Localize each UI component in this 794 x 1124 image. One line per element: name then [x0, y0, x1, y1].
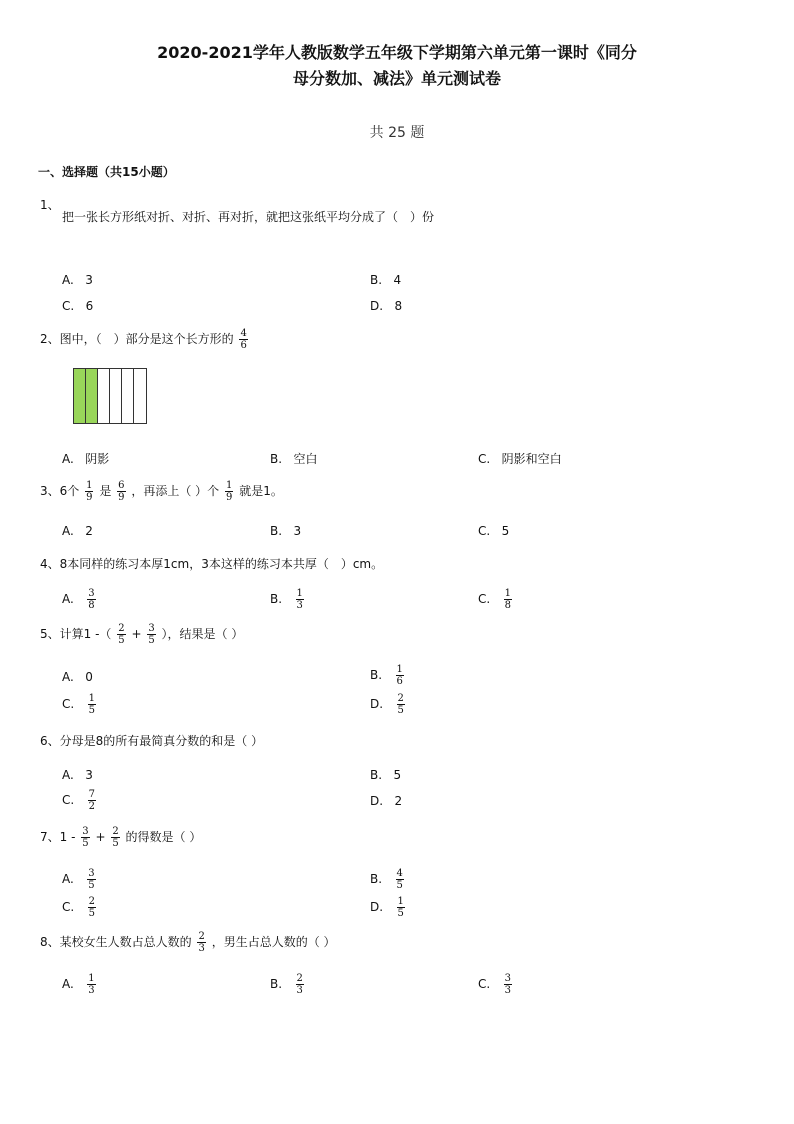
- denominator: 5: [396, 880, 403, 891]
- text-part: 就是1。: [239, 484, 283, 498]
- option-label: C.: [62, 900, 75, 914]
- option-label: D.: [370, 299, 384, 313]
- doc-title-line2: 母分数加、减法》单元测试卷: [292, 69, 501, 88]
- denominator: 6: [240, 340, 247, 351]
- q8-option-b: [270, 973, 306, 996]
- numerator: 1: [88, 693, 96, 704]
- option-label: B.: [370, 768, 383, 782]
- option-value: 3: [85, 273, 93, 287]
- numerator: 7: [88, 789, 96, 800]
- q7-option-d: [370, 896, 407, 919]
- question-4-text: 8本同样的练习本厚1cm，3本这样的练习本共厚（ ）cm。: [59, 557, 384, 571]
- shaded-part: [86, 369, 98, 423]
- q6-option-b: [370, 768, 401, 782]
- numerator: 1: [504, 588, 512, 599]
- text-part: ，男生占总人数的（ ）: [211, 935, 336, 949]
- text-part: 某校女生人数占总人数的: [59, 935, 192, 949]
- denominator: 3: [198, 943, 205, 954]
- question-2: [40, 328, 250, 351]
- text-part: +: [95, 830, 106, 844]
- option-label: A.: [62, 452, 74, 466]
- rectangle-figure: [73, 368, 147, 424]
- fraction: [81, 826, 89, 849]
- denominator: 5: [118, 635, 125, 646]
- denominator: 9: [226, 492, 233, 503]
- fraction: [504, 588, 512, 611]
- q3-option-a: [62, 524, 93, 538]
- fraction: [117, 480, 125, 503]
- option-label: D.: [370, 697, 384, 711]
- q4-option-c: [478, 588, 514, 611]
- option-label: B.: [270, 524, 283, 538]
- question-count: 共 25 题: [369, 125, 425, 141]
- option-label: A.: [62, 273, 74, 287]
- denominator: 5: [148, 635, 155, 646]
- text-part: 的得数是（ ）: [125, 830, 202, 844]
- blank-part: [134, 369, 146, 423]
- question-6-number: 6、: [40, 734, 60, 748]
- shaded-part: [74, 369, 86, 423]
- q8-option-c: [478, 973, 514, 996]
- section-heading: 一、选择题（共15小题）: [38, 165, 175, 179]
- fraction: [111, 826, 119, 849]
- question-6: [40, 732, 263, 749]
- question-3: [40, 480, 283, 503]
- denominator: 5: [88, 880, 95, 891]
- blank-part: [110, 369, 122, 423]
- text-part: ，再添上（ ）个: [131, 484, 220, 498]
- q3-option-b: [270, 524, 301, 538]
- option-label: B.: [270, 592, 283, 606]
- denominator: 8: [88, 600, 95, 611]
- option-label: A.: [62, 977, 74, 991]
- question-4-number: 4、: [40, 557, 60, 571]
- numerator: 2: [118, 623, 125, 634]
- question-7-number: 7、: [40, 830, 60, 844]
- q6-option-a: [62, 768, 93, 782]
- option-value: 5: [393, 768, 402, 782]
- numerator: 1: [226, 480, 233, 491]
- option-value: 8: [394, 299, 403, 313]
- blank-part: [98, 369, 110, 423]
- option-value: 3: [85, 768, 93, 782]
- fraction: [87, 973, 95, 996]
- fraction: [504, 973, 512, 996]
- q2-option-a: [62, 450, 109, 467]
- fraction: [225, 480, 233, 503]
- fraction: [197, 931, 205, 954]
- option-value: 空白: [293, 452, 318, 466]
- option-value: 3: [293, 524, 302, 538]
- text-part: 是: [99, 484, 112, 498]
- q2-option-c: [478, 450, 562, 467]
- denominator: 5: [82, 838, 89, 849]
- option-label: A.: [62, 524, 74, 538]
- denominator: 3: [504, 985, 512, 996]
- q1-option-a: [62, 273, 93, 287]
- question-6-text: 分母是8的所有最简真分数的和是（ ）: [59, 734, 264, 748]
- option-label: C.: [62, 697, 75, 711]
- q5-option-d: [370, 693, 407, 716]
- denominator: 3: [88, 985, 95, 996]
- option-value: 4: [393, 273, 402, 287]
- q7-option-b: [370, 868, 406, 891]
- numerator: 1: [86, 480, 93, 491]
- question-8: [40, 931, 336, 954]
- doc-title-line1: 2020-2021学年人教版数学五年级下学期第六单元第一课时《同分: [157, 43, 637, 62]
- denominator: 3: [296, 985, 303, 996]
- numerator: 2: [397, 693, 404, 704]
- option-label: B.: [370, 872, 383, 886]
- option-value: 0: [85, 670, 93, 684]
- option-label: A.: [62, 872, 74, 886]
- option-label: B.: [370, 273, 383, 287]
- option-value: 6: [85, 299, 94, 313]
- fraction: [239, 328, 247, 351]
- fraction: [396, 868, 404, 891]
- q2-option-b: [270, 450, 318, 467]
- q1-option-d: [370, 299, 402, 313]
- fraction: [85, 480, 93, 503]
- option-value: 5: [501, 524, 510, 538]
- question-1-text: 把一张长方形纸对折、对折、再对折，就把这张纸平均分成了（ ）份: [62, 210, 435, 224]
- denominator: 3: [296, 600, 303, 611]
- text-part: +: [131, 627, 142, 641]
- fraction: [117, 623, 125, 646]
- option-label: D.: [370, 794, 384, 808]
- numerator: 1: [88, 973, 95, 984]
- denominator: 2: [88, 801, 96, 812]
- q1-option-c: [62, 299, 93, 313]
- numerator: 2: [88, 896, 96, 907]
- denominator: 5: [397, 705, 404, 716]
- option-label: B.: [370, 668, 383, 682]
- q7-option-a: [62, 868, 98, 891]
- numerator: 3: [82, 826, 89, 837]
- denominator: 5: [112, 838, 119, 849]
- numerator: 1: [396, 664, 403, 675]
- numerator: 3: [504, 973, 512, 984]
- q5-option-a: [62, 670, 93, 684]
- text-part: 计算1 -（: [59, 627, 112, 641]
- fraction: [87, 588, 95, 611]
- option-value: 2: [394, 794, 403, 808]
- option-label: A.: [62, 768, 74, 782]
- denominator: 5: [88, 705, 96, 716]
- numerator: 4: [240, 328, 247, 339]
- text-part: ），结果是（ ）: [161, 627, 244, 641]
- fraction: [147, 623, 155, 646]
- numerator: 3: [148, 623, 155, 634]
- question-5-number: 5、: [40, 627, 60, 641]
- option-label: A.: [62, 592, 74, 606]
- numerator: 2: [296, 973, 303, 984]
- fraction: [87, 868, 95, 891]
- question-8-number: 8、: [40, 935, 60, 949]
- option-label: C.: [478, 977, 491, 991]
- numerator: 4: [396, 868, 403, 879]
- question-7: [40, 826, 201, 849]
- denominator: 5: [397, 908, 404, 919]
- fraction: [88, 896, 96, 919]
- q3-option-c: [478, 524, 509, 538]
- option-label: C.: [478, 524, 491, 538]
- option-value: 阴影: [85, 452, 110, 466]
- fraction: [397, 693, 405, 716]
- denominator: 8: [504, 600, 512, 611]
- option-label: C.: [478, 452, 491, 466]
- numerator: 2: [198, 931, 205, 942]
- numerator: 3: [88, 868, 95, 879]
- question-1-number: 1、: [40, 198, 60, 212]
- question-2-text: 图中，（ ）部分是这个长方形的: [59, 332, 234, 346]
- numerator: 2: [112, 826, 119, 837]
- q1-option-b: [370, 273, 401, 287]
- fraction: [88, 789, 96, 812]
- option-value: 阴影和空白: [501, 452, 562, 466]
- question-5: [40, 623, 243, 646]
- numerator: 1: [397, 896, 404, 907]
- question-3-number: 3、: [40, 484, 60, 498]
- option-label: A.: [62, 670, 74, 684]
- q6-option-c: [62, 789, 98, 812]
- denominator: 9: [86, 492, 93, 503]
- fraction: [296, 588, 304, 611]
- q6-option-d: [370, 794, 402, 808]
- option-label: D.: [370, 900, 384, 914]
- question-4: [40, 555, 383, 572]
- fraction: [88, 693, 96, 716]
- option-label: C.: [478, 592, 491, 606]
- text-part: 6个: [59, 484, 80, 498]
- q5-option-b: [370, 664, 406, 687]
- option-label: B.: [270, 977, 283, 991]
- denominator: 9: [118, 492, 125, 503]
- denominator: 6: [396, 676, 403, 687]
- numerator: 3: [88, 588, 95, 599]
- option-value: 2: [85, 524, 93, 538]
- fraction: [397, 896, 405, 919]
- q7-option-c: [62, 896, 98, 919]
- q4-option-a: [62, 588, 98, 611]
- fraction: [296, 973, 304, 996]
- fraction: [396, 664, 404, 687]
- q8-option-a: [62, 973, 98, 996]
- option-label: C.: [62, 793, 75, 807]
- denominator: 5: [88, 908, 96, 919]
- option-label: C.: [62, 299, 75, 313]
- text-part: 1 -: [59, 830, 76, 844]
- option-label: B.: [270, 452, 283, 466]
- numerator: 6: [118, 480, 125, 491]
- q4-option-b: [270, 588, 306, 611]
- q5-option-c: [62, 693, 98, 716]
- question-2-number: 2、: [40, 332, 60, 346]
- blank-part: [122, 369, 134, 423]
- numerator: 1: [296, 588, 303, 599]
